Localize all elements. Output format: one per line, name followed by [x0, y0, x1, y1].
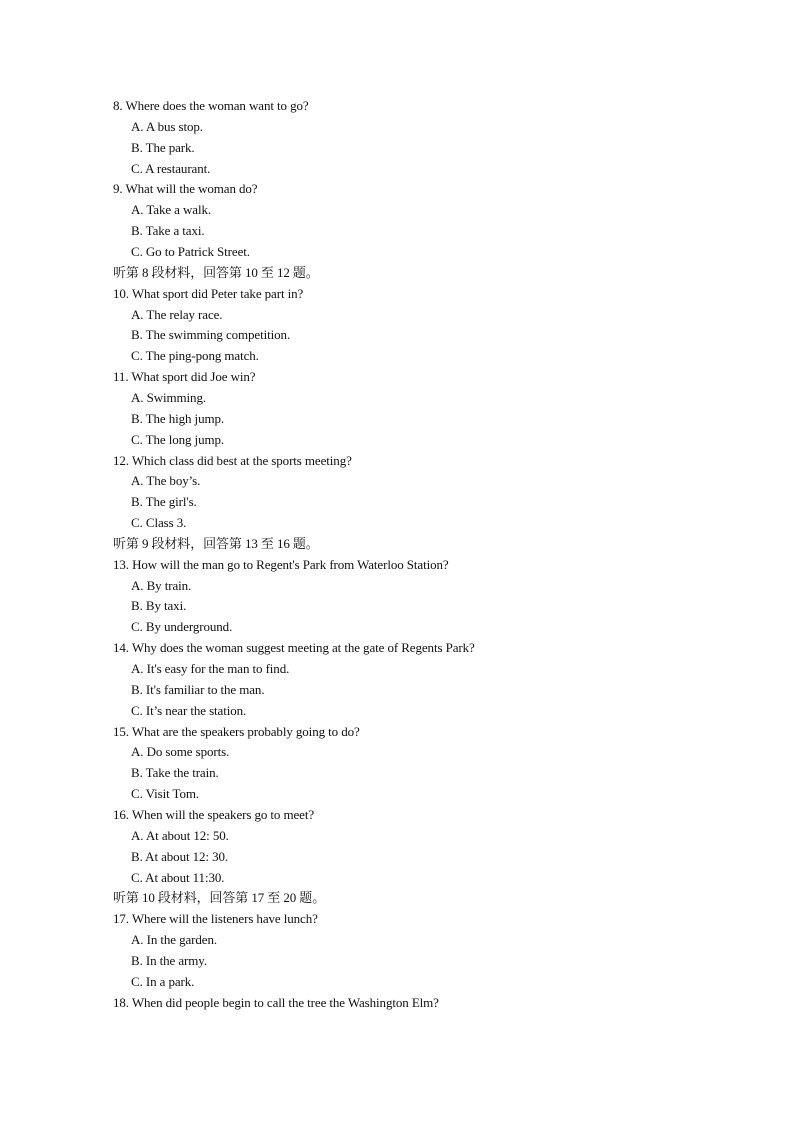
- question-text: 8. Where does the woman want to go?: [113, 98, 309, 113]
- answer-option: C. It’s near the station.: [131, 702, 247, 718]
- answer-option: C. Go to Patrick Street.: [131, 244, 250, 259]
- answer-option: A. Take a walk.: [131, 202, 212, 218]
- section-instruction: 听第 8 段材料，回答第 10 至 12 题。: [113, 264, 319, 280]
- answer-option: C. By underground.: [131, 619, 233, 635]
- answer-option: A. At about 12: 50.: [131, 827, 229, 843]
- answer-option: A. The relay race.: [131, 306, 223, 322]
- answer-option: C. In a park.: [131, 973, 195, 989]
- answer-option: A. By train.: [131, 577, 192, 593]
- answer-option: B. It's familiar to the man.: [131, 681, 265, 697]
- answer-option: A. The boy’s.: [131, 473, 201, 489]
- question-text: 15. What are the speakers probably going to do?: [113, 723, 360, 739]
- answer-option: B. The girl's.: [131, 494, 197, 510]
- question-text: 9. What will the woman do?: [113, 181, 258, 197]
- answer-option: C. Visit Tom.: [131, 786, 200, 802]
- answer-option: B. The park.: [131, 139, 195, 155]
- question-text: 16. When will the speakers go to meet?: [113, 806, 315, 822]
- answer-option: B. At about 12: 30.: [131, 848, 229, 864]
- question-text: 18. When did people begin to call the tree the Washington Elm?: [113, 994, 439, 1010]
- answer-option: B. By taxi.: [131, 598, 187, 614]
- question-text: 12. Which class did best at the sports meeting?: [113, 452, 352, 468]
- answer-option: C. The ping-pong match.: [131, 348, 259, 364]
- section-instruction: 听第 10 段材料，回答第 17 至 20 题。: [113, 890, 326, 906]
- question-text: 13. How will the man go to Regent's Park from Waterloo Station?: [113, 556, 449, 572]
- answer-option: A. In the garden.: [131, 932, 218, 947]
- answer-option: C. A restaurant.: [131, 160, 211, 176]
- answer-option: A. Swimming.: [131, 389, 207, 405]
- answer-option: C. The long jump.: [131, 431, 225, 447]
- answer-option: C. Class 3.: [131, 515, 187, 530]
- answer-option: B. Take a taxi.: [131, 223, 205, 239]
- answer-option: B. Take the train.: [131, 765, 219, 781]
- question-text: 14. Why does the woman suggest meeting at the gate of Regents Park?: [113, 640, 475, 656]
- answer-option: A. A bus stop.: [131, 118, 203, 134]
- question-text: 11. What sport did Joe win?: [113, 369, 256, 385]
- answer-option: B. In the army.: [131, 952, 207, 968]
- question-text: 17. Where will the listeners have lunch?: [113, 911, 318, 927]
- question-text: 10. What sport did Peter take part in?: [113, 285, 304, 301]
- answer-option: B. The high jump.: [131, 410, 225, 426]
- answer-option: A. It's easy for the man to find.: [131, 661, 290, 676]
- answer-option: A. Do some sports.: [131, 744, 230, 760]
- section-instruction: 听第 9 段材料，回答第 13 至 16 题。: [113, 535, 319, 551]
- answer-option: B. The swimming competition.: [131, 327, 291, 343]
- answer-option: C. At about 11:30.: [131, 869, 225, 885]
